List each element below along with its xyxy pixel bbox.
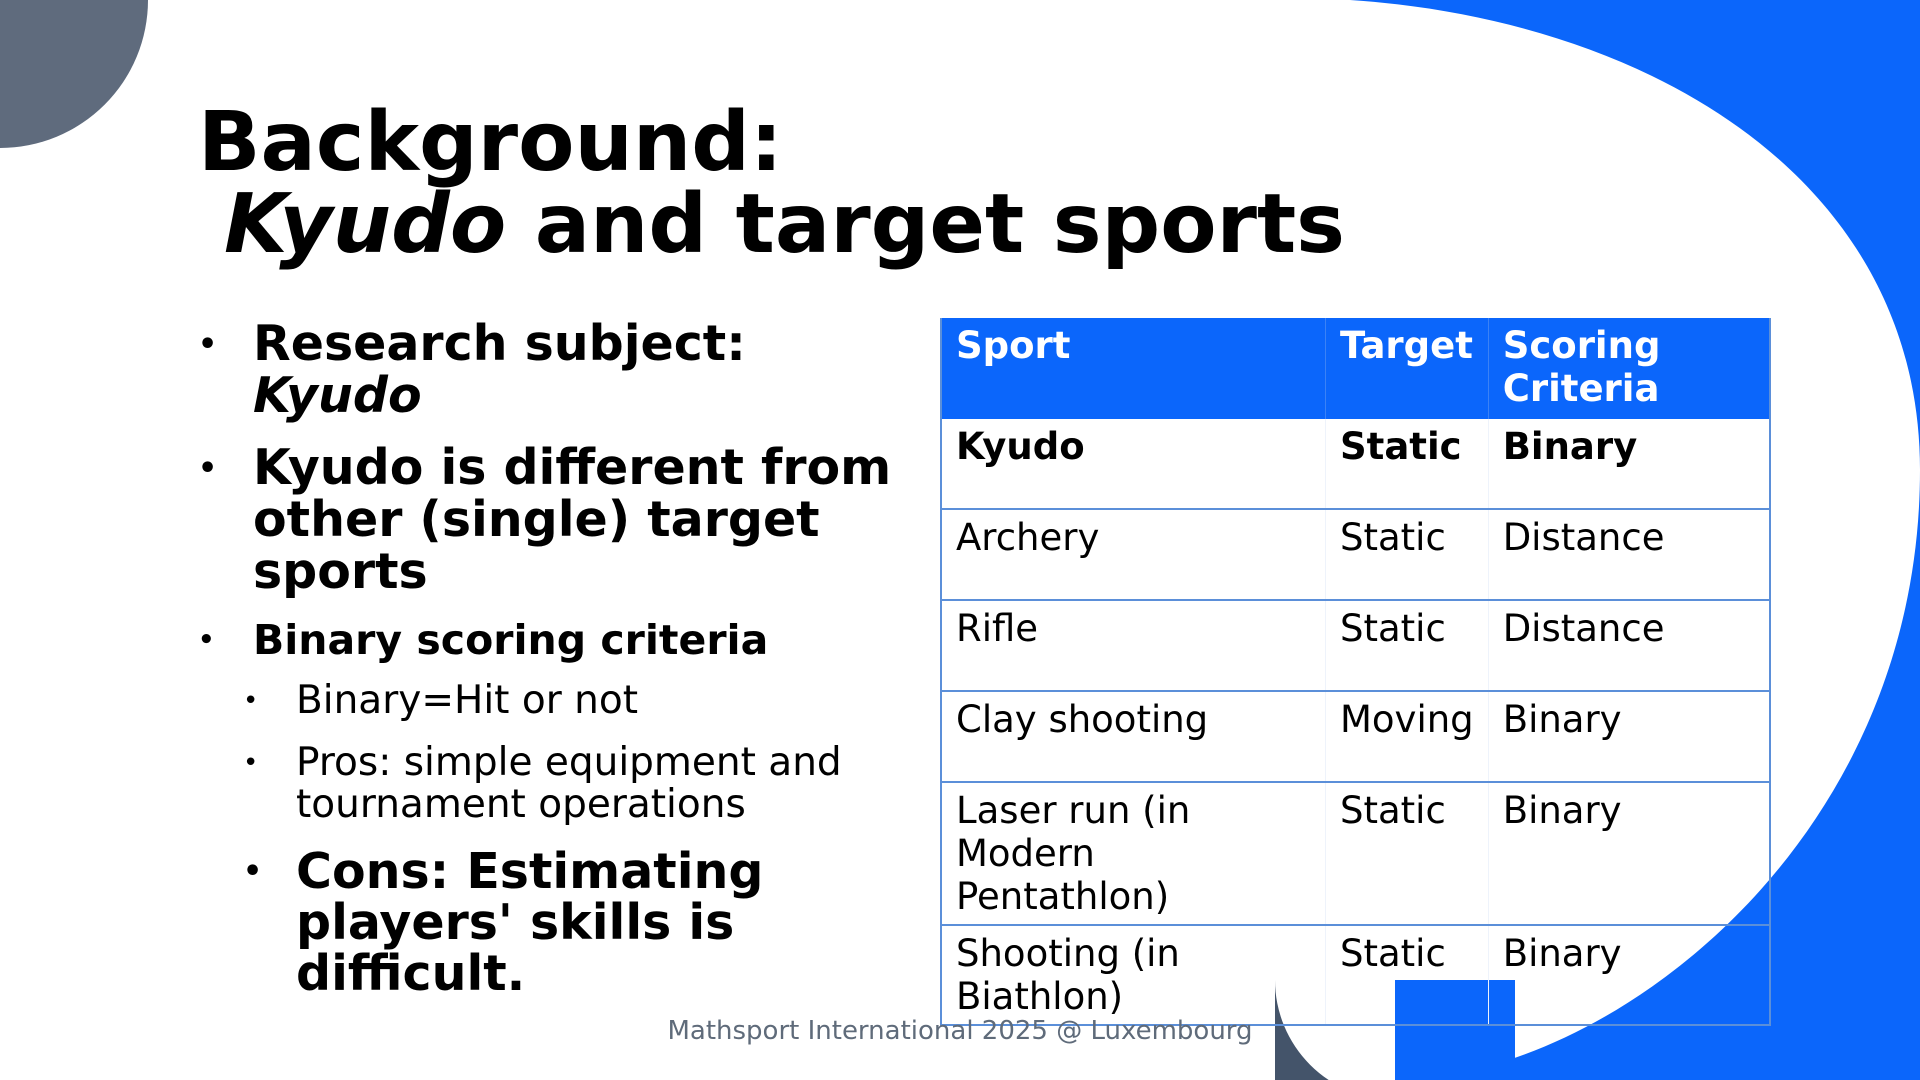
bullet-kyudo-different [198,439,898,600]
cell-scoring: Binary [1488,925,1770,1025]
table-row [941,691,1770,782]
cell-sport: Clay shooting [941,691,1326,782]
bullet-dot: • [243,748,259,778]
bullet-dot: • [243,854,263,889]
bullet-text: Binary scoring criteria [253,616,769,664]
sports-comparison-table [940,318,1771,1026]
table-header-row [941,318,1770,419]
table-row [941,600,1770,691]
title-line-2 [198,177,1345,272]
cell-target: Static [1326,419,1489,509]
bullet-dot: • [198,625,215,655]
cell-target: Moving [1326,691,1489,782]
slide-footer: Mathsport International 2025 @ Luxembourg [667,1016,1253,1046]
cell-scoring: Distance [1488,509,1770,600]
cell-target: Static [1326,925,1489,1025]
cell-sport: Kyudo [941,419,1326,509]
table-row [941,925,1770,1025]
cell-sport: Archery [941,509,1326,600]
table-row [941,509,1770,600]
bullet-text: Pros: simple equipment and tournament operations [296,740,842,827]
table-row [941,419,1770,509]
slide-title [198,95,1345,272]
bullet-research-subject [198,315,898,424]
header-target: Target [1326,318,1489,419]
header-sport: Sport [941,318,1326,419]
title-line-2-rest: and target sports [506,177,1345,272]
title-line-1: Background: [198,95,783,190]
sub-bullet-pros [243,742,898,826]
bullet-text: Kyudo is different from other (single) target sports [253,439,892,600]
title-kyudo-italic: Kyudo [224,177,507,272]
bullet-list [198,315,898,1002]
table-row [941,782,1770,925]
corner-circle-top-left [0,0,148,148]
bullet-dot: • [198,327,218,362]
cell-sport: Laser run (in Modern Pentathlon) [941,782,1326,925]
bullet-dot: • [198,451,218,486]
bullet-text: Cons: Estimating players' skills is difficult. [296,843,764,1002]
sub-bullet-binary-definition [243,680,898,722]
cell-sport: Rifle [941,600,1326,691]
bullet-text: Binary=Hit or not [296,678,639,723]
cell-scoring: Distance [1488,600,1770,691]
bullet-dot: • [243,686,259,716]
cell-target: Static [1326,600,1489,691]
cell-sport: Shooting (in Biathlon) [941,925,1326,1025]
cell-target: Static [1326,782,1489,925]
header-scoring-criteria: Scoring Criteria [1488,318,1770,419]
cell-scoring: Binary [1488,691,1770,782]
cell-target: Static [1326,509,1489,600]
sub-bullet-cons [243,843,898,1002]
bullet-text-italic: Kyudo [253,367,422,424]
cell-scoring: Binary [1488,782,1770,925]
bullet-binary-scoring [198,618,898,662]
bullet-text: Research subject: [253,315,746,372]
cell-scoring: Binary [1488,419,1770,509]
